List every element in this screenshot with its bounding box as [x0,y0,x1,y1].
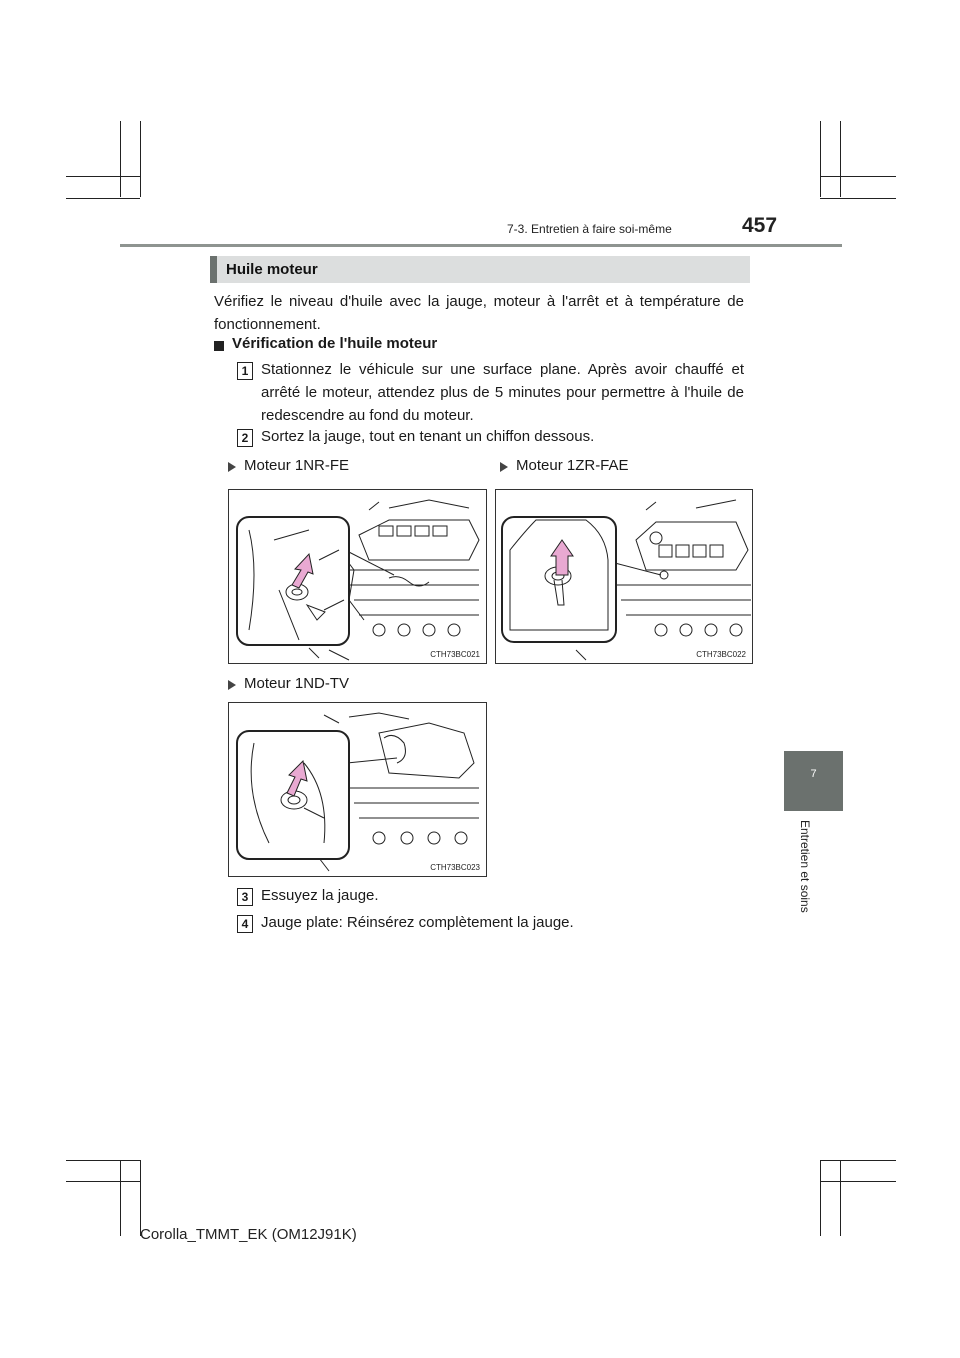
section-title: Huile moteur [226,261,318,278]
crop-mark [840,1160,841,1236]
step-text: Stationnez le véhicule sur une surface plane. Après avoir chauffé et arrêté le moteur, attendez plus de 5 minutes pour permettre à l'huile de redescendre au fond du moteur. [261,361,744,424]
engine-drawing [229,490,486,663]
section-header-bar [210,256,217,283]
crop-mark [820,1160,821,1236]
figure-label: Moteur 1ZR-FAE [516,457,629,474]
crop-mark [120,121,121,197]
engine-illustration-1nr-fe [228,489,487,664]
step-number: 2 [237,429,253,447]
step-text: Essuyez la jauge. [261,887,379,904]
engine-illustration-1zr-fae [495,489,753,664]
engine-drawing [229,703,486,876]
crop-mark [120,1160,121,1236]
running-header: 7-3. Entretien à faire soi-même [507,222,672,236]
subheading: Vérification de l'huile moteur [232,335,438,352]
figure-label: Moteur 1ND-TV [244,675,350,692]
step-text: Jauge plate: Réinsérez complètement la jauge. [261,914,574,931]
chapter-label: Entretien et soins [798,820,812,913]
crop-mark [820,176,896,177]
footer-document-id: Corolla_TMMT_EK (OM12J91K) [140,1226,357,1243]
intro-paragraph: Vérifiez le niveau d'huile avec la jauge, moteur à l'arrêt et à température de fonctionnement. [214,293,744,333]
step-text: Sortez la jauge, tout en tenant un chiffon dessous. [261,428,595,445]
crop-mark [820,1160,896,1161]
crop-mark [820,121,821,197]
step-number: 3 [237,888,253,906]
step-number: 1 [237,362,253,380]
step-number: 4 [237,915,253,933]
figure-code: CTH73BC022 [696,650,746,659]
crop-mark [66,198,140,199]
crop-mark [66,1181,140,1182]
figure-label: Moteur 1NR-FE [244,457,350,474]
figure-code: CTH73BC023 [430,863,480,872]
triangle-bullet-icon [500,462,508,472]
figure-code: CTH73BC021 [430,650,480,659]
section-header [210,256,750,283]
crop-mark [66,1160,140,1161]
page-number: 457 [742,214,778,237]
engine-drawing [496,490,752,663]
crop-mark [66,176,140,177]
engine-illustration-1nd-tv [228,702,487,877]
crop-mark [820,198,896,199]
chapter-number: 7 [810,768,817,780]
subheading-bullet [214,341,224,351]
triangle-bullet-icon [228,680,236,690]
crop-mark [820,1181,896,1182]
triangle-bullet-icon [228,462,236,472]
crop-mark [140,1160,141,1236]
crop-mark [840,121,841,197]
header-rule [120,244,842,247]
crop-mark [140,121,141,197]
chapter-tab[interactable] [784,751,843,811]
